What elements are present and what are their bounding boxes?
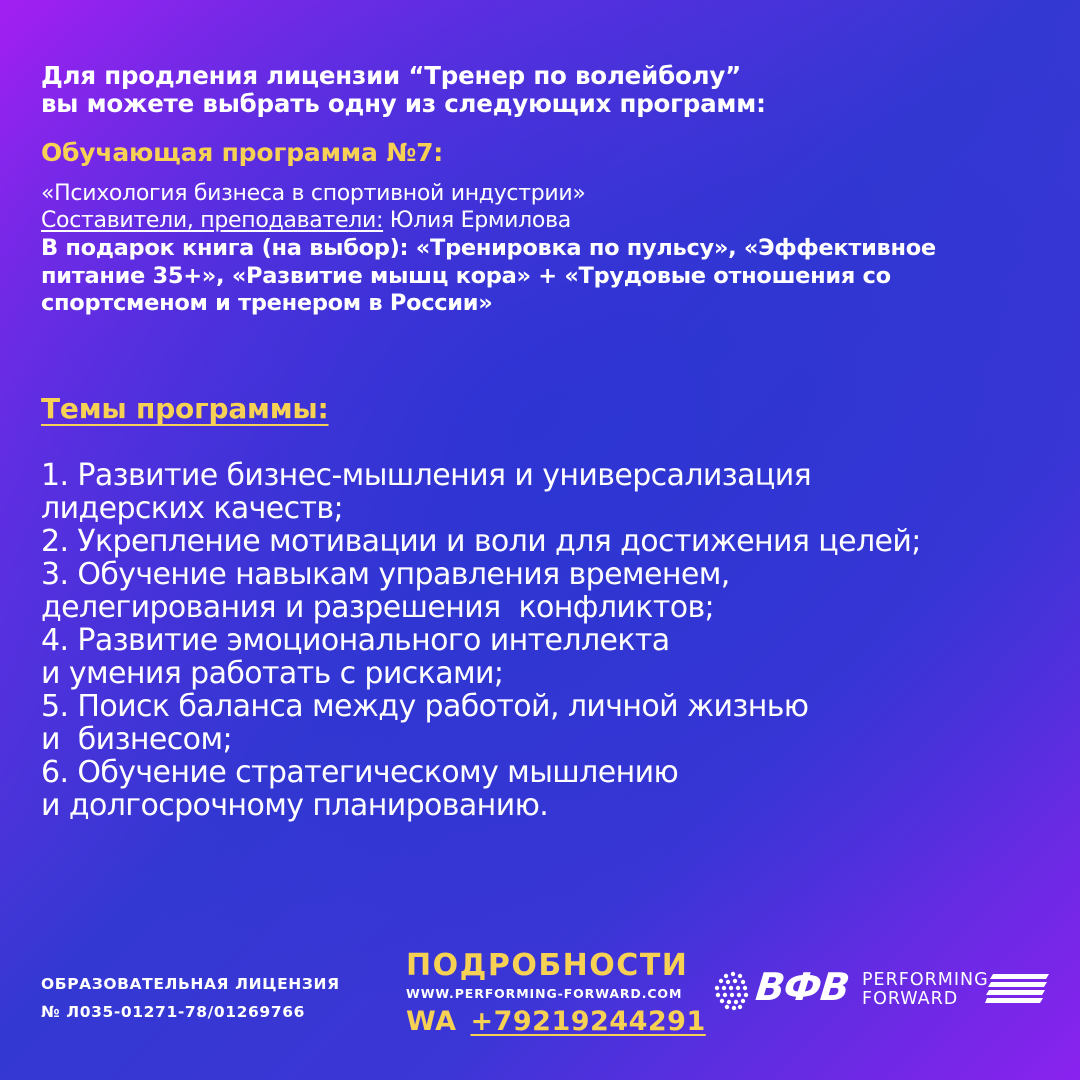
license-number: № Л035-01271-78/01269766 bbox=[41, 1003, 305, 1021]
topic-line: и умения работать с рисками; bbox=[41, 656, 504, 691]
gift-line: питание 35+», «Развитие мышц кора» + «Трудовые отношения со bbox=[41, 262, 891, 289]
topic-line: делегирования и разрешения конфликтов; bbox=[41, 590, 715, 625]
topic-line: 3. Обучение навыкам управления временем, bbox=[41, 557, 730, 592]
whatsapp-contact bbox=[406, 1006, 706, 1037]
logo-pf-line-1: PERFORMING bbox=[862, 970, 989, 990]
topic-line: и бизнесом; bbox=[41, 722, 232, 757]
logo-pf-line-2: FORWARD bbox=[862, 989, 959, 1009]
topics-title: Темы программы: bbox=[41, 392, 329, 425]
program-authors bbox=[41, 207, 571, 235]
topic-line: и долгосрочному планированию. bbox=[41, 788, 549, 823]
topic-line: 5. Поиск баланса между работой, личной жизнью bbox=[41, 689, 809, 724]
intro-text bbox=[41, 62, 1041, 118]
topic-line: лидерских качеств; bbox=[41, 491, 343, 526]
wa-label: WA bbox=[406, 1006, 457, 1037]
topic-line: 2. Укрепление мотивации и воли для достижения целей; bbox=[41, 524, 921, 559]
volleyball-dots-icon bbox=[712, 969, 754, 1011]
education-license bbox=[41, 970, 340, 1026]
website-link[interactable]: WWW.PERFORMING-FORWARD.COM bbox=[406, 986, 683, 1001]
program-name: «Психология бизнеса в спортивной индустрии» bbox=[41, 181, 586, 206]
wa-phone-link[interactable]: +79219244291 bbox=[470, 1006, 706, 1037]
details-heading: ПОДРОБНОСТИ bbox=[406, 948, 689, 983]
forward-stripes-icon bbox=[985, 974, 1049, 1010]
performing-forward-logo bbox=[862, 971, 989, 1009]
topic-line: 6. Обучение стратегическому мышлению bbox=[41, 755, 679, 790]
license-title: ОБРАЗОВАТЕЛЬНАЯ ЛИЦЕНЗИЯ bbox=[41, 975, 340, 993]
program-title: Обучающая программа №7: bbox=[41, 138, 444, 167]
topic-line: 4. Развитие эмоционального интеллекта bbox=[41, 623, 670, 658]
vfv-logo: ВФВ bbox=[753, 965, 851, 1009]
topic-line: 1. Развитие бизнес-мышления и универсализация bbox=[41, 458, 812, 493]
authors-value: Юлия Ермилова bbox=[383, 208, 571, 233]
authors-label: Составители, преподаватели: bbox=[41, 208, 384, 233]
gift-line: спортсменом и тренером в России» bbox=[41, 290, 493, 316]
gift-line: В подарок книга (на выбор): «Тренировка по пульсу», «Эффективное bbox=[41, 235, 936, 261]
intro-line-1: Для продления лицензии “Тренер по волейболу” bbox=[41, 61, 742, 90]
topics-list bbox=[41, 459, 921, 822]
intro-line-2: вы можете выбрать одну из следующих программ: bbox=[41, 89, 766, 118]
gift-books-text bbox=[41, 235, 1041, 318]
